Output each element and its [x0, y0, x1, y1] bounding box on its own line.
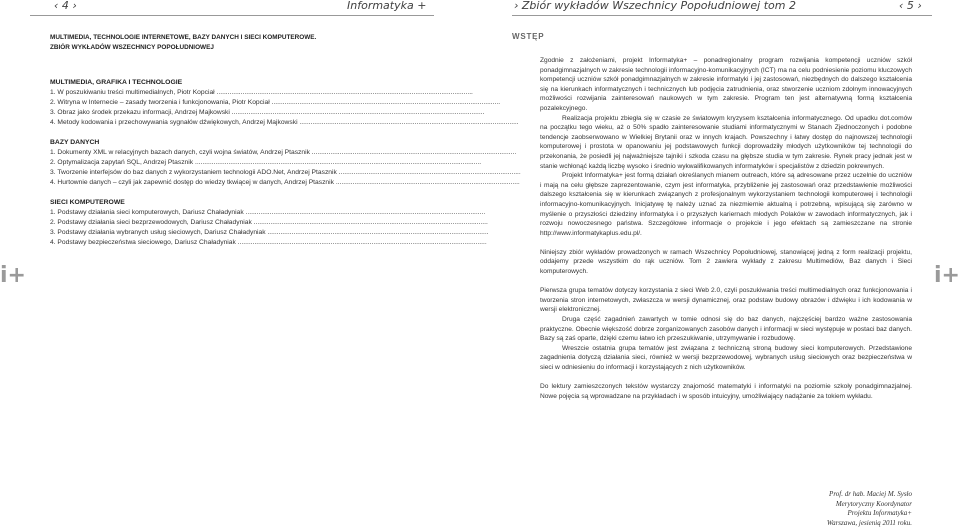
intro-paragraph: Pierwsza grupa tematów dotyczy korzystania z sieci Web 2.0, czyli poszukiwania treści multimedialnych oraz funkcjonowania i tworzenia stron internetowych, zwłaszcza w wersji dynamicznej, oraz podstaw budowy obrazów i dźwięku i ich kodowania w wersji elektronicznej. [540, 287, 912, 314]
toc-section-databases [50, 138, 521, 188]
intro-paragraph: Wreszcie ostatnia grupa tematów jest związana z techniczną stroną budowy sieci komputerowych. Przedstawione zagadnienia dotyczą działania sieci, również w wersji bezprzewodowej, wybranych usług sieciowych oraz bezpieczeństwa w sieci w odniesieniu do informacji i korzystających z nich użytkowników. [540, 344, 912, 371]
toc-section-title: BAZY DANYCH [50, 139, 100, 146]
signature-name: Prof. dr hab. Maciej M. Sysło [829, 490, 912, 498]
right-margin-logo: i+ [934, 263, 960, 288]
intro-heading: WSTĘP [512, 32, 545, 41]
toc-entry[interactable]: 2. Optymalizacja zapytań SQL, Andrzej Ptasznik .......................................................................................................................................................... [50, 159, 482, 166]
signature-place-date: Warszawa, jesienią 2011 roku. [826, 518, 912, 527]
signature-role: Merytoryczny Koordynator [835, 499, 912, 508]
toc-entry[interactable]: 1. Dokumenty XML w relacyjnych bazach danych, czyli wojna światów, Andrzej Ptasznik .............................................................................................................. [50, 149, 517, 156]
intro-paragraph: Niniejszy zbiór wykładów prowadzonych w ramach Wszechnicy Popołudniowej, stanowiącej jedną z form realizacji projektu, oddajemy przede wszystkim do rąk uczniów. Tom 2 zawiera wykłady z zakresu Multimediów, Baz danych i Sieci komputerowych. [540, 248, 912, 276]
intro-body [540, 56, 912, 401]
right-header-rule [512, 15, 932, 16]
toc-entry[interactable]: 3. Obraz jako środek przekazu informacji, Andrzej Majkowski ........................................................................................................................................ [50, 109, 485, 116]
table-of-contents [50, 33, 521, 248]
toc-entry[interactable]: 1. W poszukiwaniu treści multimedialnych, Piotr Kopciał .......................................................................................................................................... [50, 89, 473, 96]
toc-section-title: SIECI KOMPUTEROWE [50, 199, 125, 206]
paragraph-gap [540, 373, 912, 383]
paragraph-gap [540, 277, 912, 287]
toc-entry[interactable]: 2. Podstawy działania sieci bezprzewodowych, Dariusz Chaładyniak .............................................................................................................................. [50, 219, 488, 226]
toc-main-title-2: ZBIÓR WYKŁADÓW WSZECHNICY POPOŁUDNIOWEJ [50, 43, 214, 51]
toc-entry[interactable]: 4. Hurtownie danych – czyli jak zapewnić dostęp do wiedzy tkwiącej w danych, Andrzej Ptasznik ................................................................................................... [50, 179, 520, 186]
toc-section-title: MULTIMEDIA, GRAFIKA I TECHNOLOGIE [50, 79, 183, 86]
toc-entry[interactable]: 4. Metody kodowania i przechowywania sygnałów dźwiękowych, Andrzej Majkowski ...................................................................................................................... [50, 119, 519, 126]
toc-section-networks [50, 198, 489, 248]
left-header-rule [30, 15, 434, 16]
paragraph-gap [540, 238, 912, 248]
toc-entry[interactable]: 3. Podstawy działania wybranych usług sieciowych, Dariusz Chaładyniak ....................................................................................................................... [50, 229, 489, 236]
intro-paragraph: Zgodnie z założeniami, projekt Informatyka+ – ponadregionalny program rozwijania kompetencji uczniów szkół ponadgimnazjalnych w zakresie technologii informacyjno-komunikacyjnych (ICT) ma na celu podniesienie poziomu kluczowych kompetencji uczniów szkół ponadgimnazjalnych w zakresie informatyki i jej zastosowań, niezbędnych do dalszego kształcenia się na kierunkach informatycznych i technicznych lub podjęcia zatrudnienia, oraz stworzenie uczniom zdolnym innowacyjnych możliwości rozwijania zainteresowań naukowych w tym zakresie. Program ten jest alternatywną formą kształcenia pozalekcyjnego. [540, 57, 912, 112]
intro-paragraph: Druga część zagadnień zawartych w tomie odnosi się do baz danych, najczęściej bardzo ważne zastosowania praktyczne. Obecnie większość dobrze zorganizowanych zasobów danych i informacji w sieci występuje w postaci baz danych. Bazy są zaś oparte, dzięki czemu łatwo ich przeszukiwanie, utrzymywanie i rozbudowę. [540, 316, 912, 343]
signature-block [827, 490, 912, 528]
intro-paragraph: Realizacja projektu zbiegła się w czasie ze światowym kryzysem kształcenia informatycznego. Od upadku dot.comów na początku tego wieku, aż o 50% spadło zainteresowanie studiami informatycznymi w Stanach Zjednoczonych i podobne tendencje zaobserwowano w Wielkiej Brytanii oraz w innych krajach. Powszechny i łatwy dostęp do najnowszej technologii komputerowej i prostota w opanowaniu jej podstawowych funkcji doprowadziły młodych użytkowników tej technologii do przekonania, że posiedli jej najważniejsze tajniki i szkoda czasu na głębsze studia w tym zakresie. Rynek pracy jednak jest w stanie wchłonąć każdą liczbę wysoko i średnio wykwalifikowanych informatyków i specjalistów z dziedzin pokrewnych. [540, 114, 912, 170]
toc-section-multimedia [50, 78, 519, 128]
toc-entry[interactable]: 4. Podstawy bezpieczeństwa sieciowego, Dariusz Chaładyniak ...................................................................................................................................... [50, 239, 487, 246]
toc-entry[interactable]: 1. Podstawy działania sieci komputerowych, Dariusz Chaładyniak ................................................................................................................................. [50, 209, 486, 216]
left-margin-logo: i+ [0, 263, 26, 288]
toc-main-title-1: MULTIMEDIA, TECHNOLOGIE INTERNETOWE, BAZY DANYCH I SIECI KOMPUTEROWE. [50, 34, 317, 41]
intro-paragraph: Do lektury zamieszczonych tekstów wystarczy znajomość matematyki i informatyki na poziomie szkoły ponadgimnazjalnej. Nowe pojęcia są wprowadzane na przykładach i w sposób intuicyjny, umożliwiający nadążanie za tokiem wykładu. [540, 383, 912, 400]
left-page-number: ‹ 4 › [54, 0, 77, 12]
toc-entry[interactable]: 2. Witryna w Internecie – zasady tworzenia i funkcjonowania, Piotr Kopciał ........................................................................................................................... [50, 99, 501, 106]
left-brand: Informatyka + [347, 0, 427, 12]
intro-paragraph: Projekt Informatyka+ jest formą działań określanych mianem outreach, które są adresowane przez uczelnie do uczniów i mają na celu głębsze zaprezentowanie, czym jest informatyka, przybliżenie jej zastosowań oraz przedstawienie możliwości dalszego kształcenia się w kierunkach związanych z profesjonalnym wykorzystaniem technologii komputerowej i technologii informacyjno-komunikacyjnych. Inicjatywę tę należy uznać za niezmiernie aktualną i potrzebną, wpisującą się zarówno w myślenie o przyszłości dziedziny informatyka i o przyszłych kariernach młodych Polaków w zawodach informatycznych, jak i rozwoju nowoczesnego państwa. Szczegółowe informacje o projekcie i jego efektach są zamieszczane na stronie http://www.informatykaplus.edu.pl/. [540, 172, 912, 237]
signature-role: Projektu Informatyka+ [847, 509, 912, 517]
right-running-title: › Zbiór wykładów Wszechnicy Popołudniowej tom 2 [514, 0, 796, 12]
right-page-number: ‹ 5 › [899, 0, 922, 12]
page-header [0, 0, 960, 11]
toc-entry[interactable]: 3. Tworzenie interfejsów do baz danych z wykorzystaniem technologii ADO.Net, Andrzej Ptasznik .................................................................................................. [50, 169, 521, 176]
